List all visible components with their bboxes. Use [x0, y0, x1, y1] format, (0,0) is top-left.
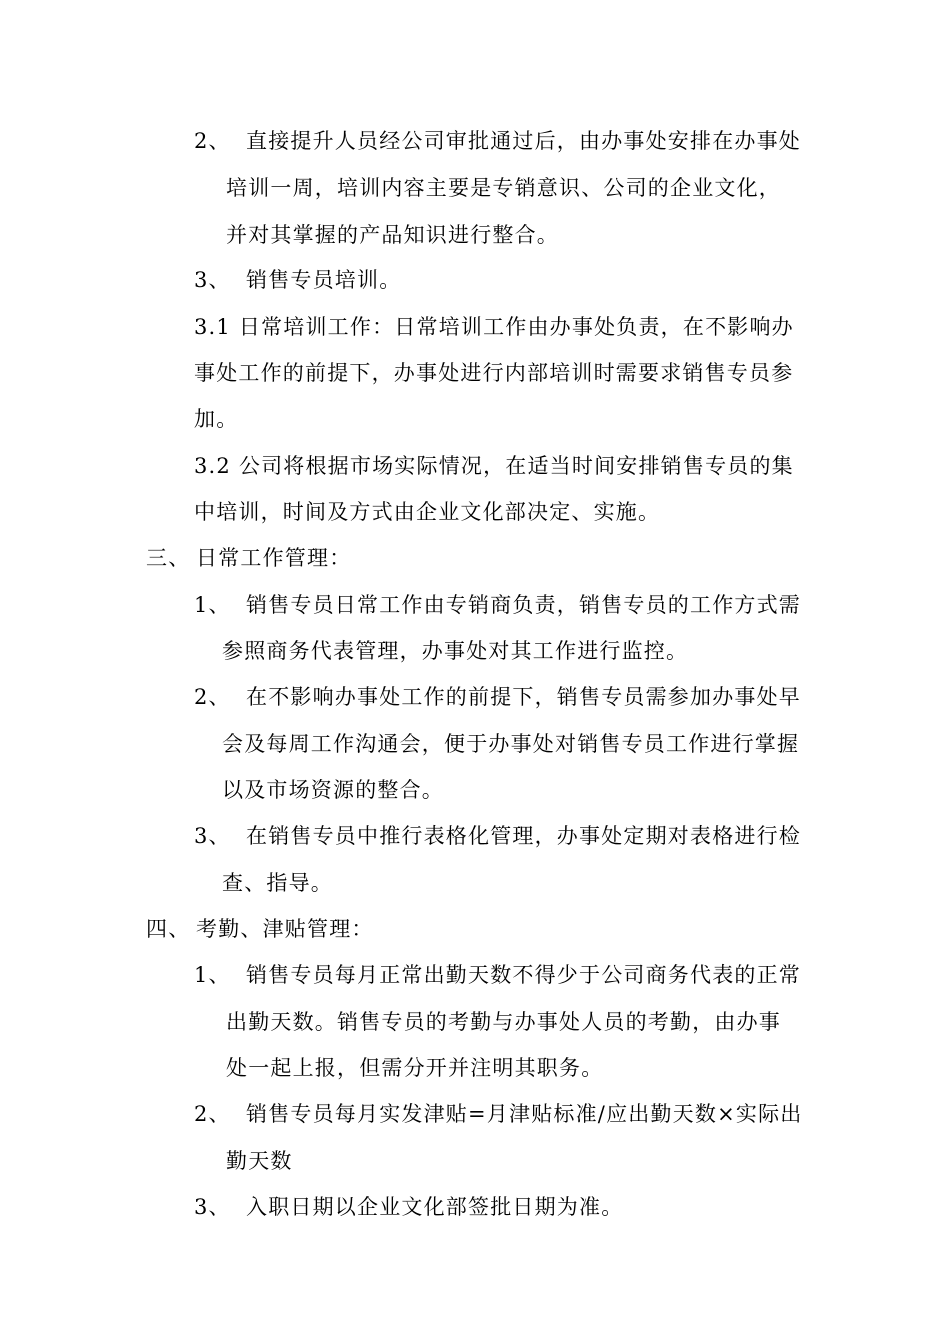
- paragraph-line: 出勤天数。销售专员的考勤与办事处人员的考勤，由办事: [226, 1010, 781, 1034]
- paragraph-line: 参照商务代表管理，办事处对其工作进行监控。: [222, 639, 689, 663]
- section-heading: [146, 544, 351, 572]
- paragraph-text: 销售专员培训。: [246, 268, 402, 292]
- paragraph-line: 以及市场资源的整合。: [222, 778, 444, 802]
- paragraph-line: 勤天数: [226, 1149, 293, 1173]
- paragraph-line: 3.2 公司将根据市场实际情况，在适当时间安排销售专员的集: [194, 454, 794, 478]
- list-item-line: [194, 961, 801, 989]
- paragraph-line: 加。: [194, 407, 239, 431]
- list-item-line: [194, 683, 801, 711]
- paragraph-line: 处一起上报，但需分开并注明其职务。: [226, 1056, 604, 1080]
- list-number: 3、: [194, 1195, 231, 1219]
- paragraph-line: 查、指导。: [222, 871, 333, 895]
- list-number: 1、: [194, 593, 231, 617]
- list-item-line: [194, 591, 801, 619]
- section-number: 四、: [146, 917, 191, 941]
- paragraph-text: 在销售专员中推行表格化管理，办事处定期对表格进行检: [246, 824, 801, 848]
- paragraph-text: 销售专员每月实发津贴=月津贴标准/应出勤天数×实际出: [246, 1102, 803, 1126]
- paragraph-line: 会及每周工作沟通会，便于办事处对销售专员工作进行掌握: [222, 732, 800, 756]
- list-number: 3、: [194, 824, 231, 848]
- section-heading: [146, 915, 374, 943]
- list-number: 2、: [194, 685, 231, 709]
- section-number: 三、: [146, 546, 191, 570]
- paragraph-text: 销售专员每月正常出勤天数不得少于公司商务代表的正常: [246, 963, 801, 987]
- list-number: 2、: [194, 1102, 231, 1126]
- list-item-line: [194, 1100, 802, 1128]
- paragraph-line: 3.1 日常培训工作：日常培训工作由办事处负责，在不影响办: [194, 315, 794, 339]
- paragraph-text: 销售专员日常工作由专销商负责，销售专员的工作方式需: [246, 593, 801, 617]
- paragraph-line: 并对其掌握的产品知识进行整合。: [226, 223, 559, 247]
- list-number: 2、: [194, 129, 231, 153]
- paragraph-text: 入职日期以企业文化部签批日期为准。: [246, 1195, 624, 1219]
- list-number: 3、: [194, 268, 231, 292]
- list-item-line: [194, 822, 801, 850]
- paragraph-text: 在不影响办事处工作的前提下，销售专员需参加办事处早: [246, 685, 801, 709]
- list-number: 1、: [194, 963, 231, 987]
- paragraph-text: 直接提升人员经公司审批通过后，由办事处安排在办事处: [246, 129, 801, 153]
- paragraph-line: 中培训，时间及方式由企业文化部决定、实施。: [194, 500, 661, 524]
- list-item-line: [194, 1193, 623, 1221]
- paragraph-line: 事处工作的前提下，办事处进行内部培训时需要求销售专员参: [194, 361, 794, 385]
- section-title: 日常工作管理：: [196, 546, 352, 570]
- list-item-line: [194, 127, 801, 155]
- list-item-line: [194, 266, 401, 294]
- paragraph-line: 培训一周，培训内容主要是专销意识、公司的企业文化，: [226, 176, 781, 200]
- section-title: 考勤、津贴管理：: [196, 917, 374, 941]
